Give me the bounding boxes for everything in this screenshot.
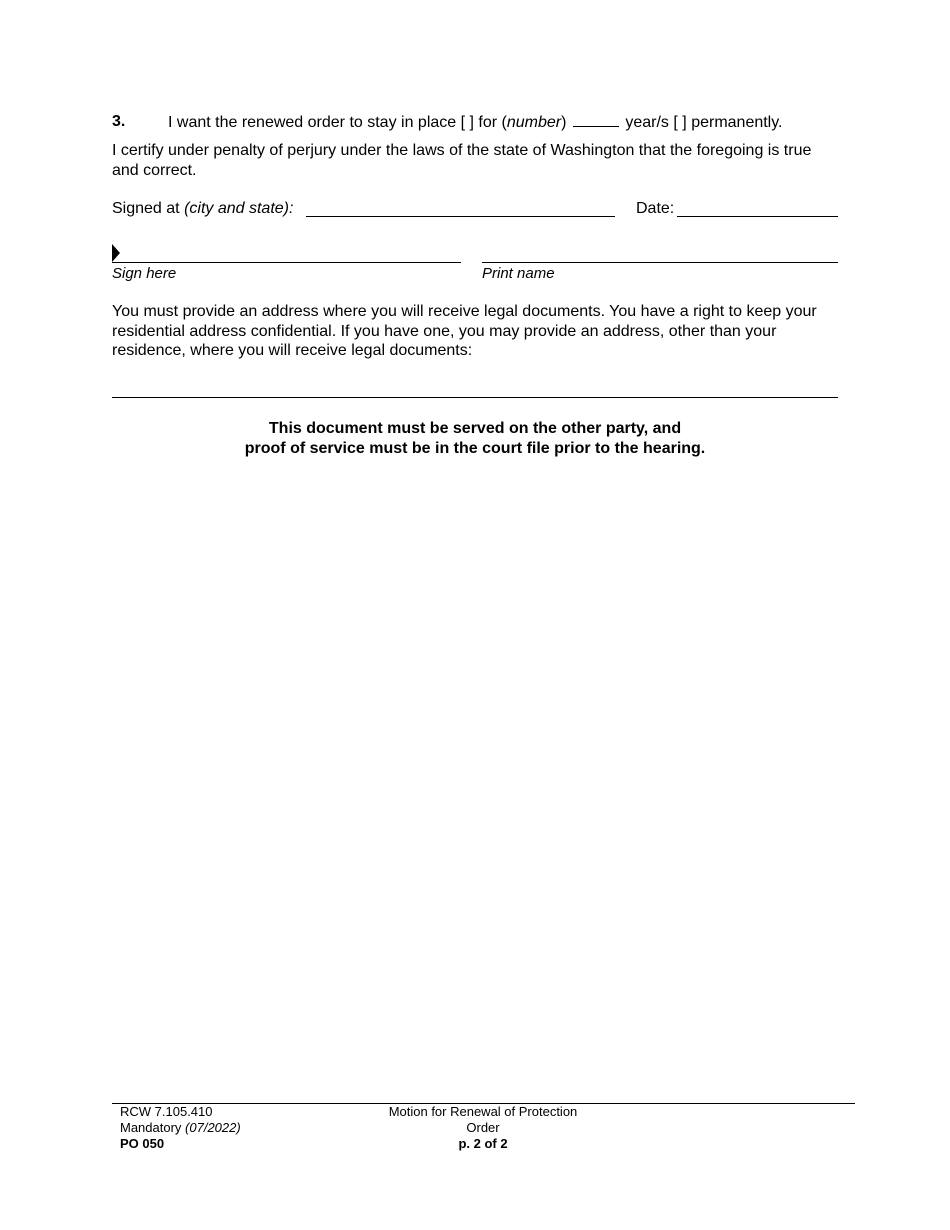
footer-center	[373, 1104, 593, 1152]
years-number-field[interactable]	[573, 112, 619, 127]
for-label: for (	[478, 114, 507, 131]
service-notice-line-2: proof of service must be in the court file prior to the hearing.	[244, 439, 706, 457]
footer-mandatory	[120, 1120, 241, 1136]
footer-page-number: p. 2 of 2	[458, 1136, 508, 1151]
footer-left	[120, 1104, 241, 1152]
checkbox-for-years[interactable]: [ ]	[460, 114, 474, 131]
signature-field[interactable]	[112, 262, 461, 263]
close-paren: )	[561, 114, 567, 131]
footer-title-line-1: Motion for Renewal of Protection	[388, 1104, 578, 1119]
sign-here-label: Sign here	[112, 265, 177, 282]
renewal-text: I want the renewed order to stay in place	[168, 114, 457, 131]
footer-rcw: RCW 7.105.410	[120, 1104, 213, 1119]
print-name-label: Print name	[482, 265, 555, 282]
mandatory-date: (07/2022)	[185, 1120, 241, 1135]
print-name-field[interactable]	[482, 262, 838, 263]
date-field[interactable]	[677, 216, 838, 217]
years-label: year/s	[625, 114, 669, 131]
address-instructions: You must provide an address where you will receive legal documents. You have a right to keep your residential address confidential. If you have one, you may provide an address, other than your residence, where you will receive legal documents:	[112, 303, 817, 359]
service-notice-line-1: This document must be served on the other party, and	[268, 420, 682, 437]
service-notice	[112, 419, 838, 458]
city-state-label: (city and state):	[184, 200, 294, 217]
checkbox-permanently[interactable]: [ ]	[673, 114, 687, 131]
city-state-field[interactable]	[306, 216, 615, 217]
footer-title-line-2: Order	[466, 1120, 500, 1135]
item-number: 3.	[112, 113, 126, 130]
signed-at-label	[112, 199, 293, 219]
signed-at-text: Signed at	[112, 200, 185, 217]
renewal-duration-statement	[168, 112, 783, 133]
footer-form-id: PO 050	[120, 1136, 165, 1151]
permanently-label: permanently.	[691, 114, 783, 131]
address-field[interactable]	[112, 397, 838, 398]
mandatory-text: Mandatory	[120, 1120, 186, 1135]
sign-arrow-icon	[112, 244, 120, 262]
number-label: number	[506, 114, 562, 131]
date-label: Date:	[636, 200, 675, 217]
certification-text: I certify under penalty of perjury under the laws of the state of Washington that the foregoing is true and correct.	[112, 142, 812, 179]
